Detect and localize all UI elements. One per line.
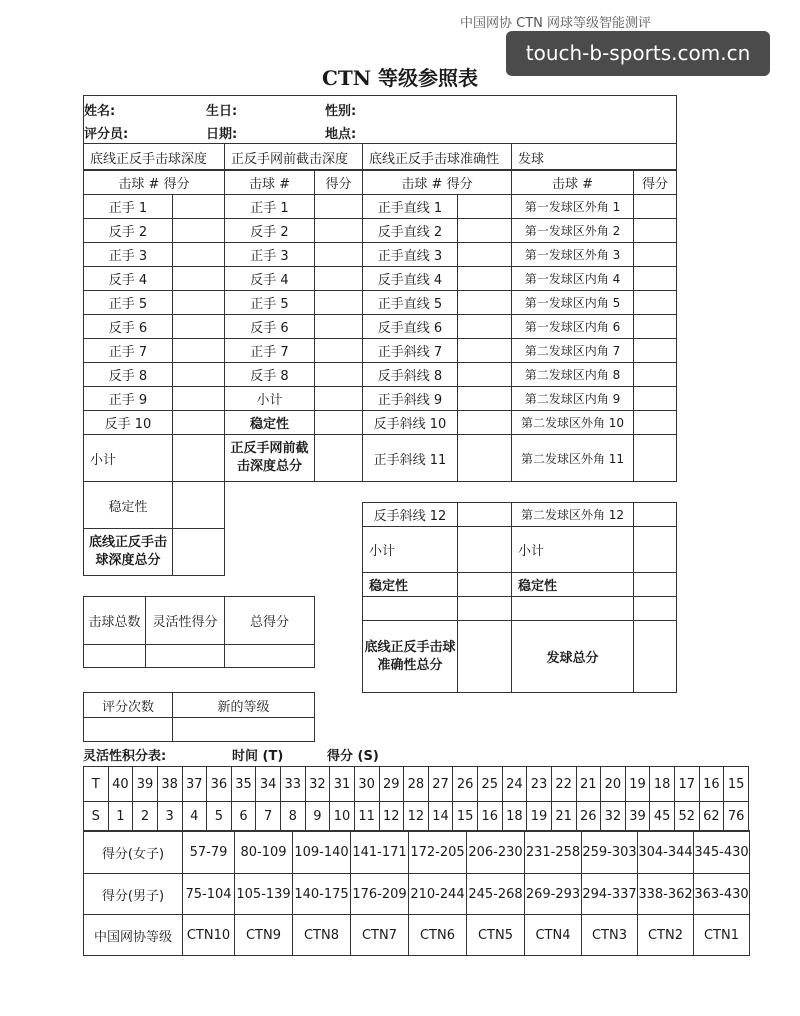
serve-row: 第一发球区内角 4 xyxy=(512,267,634,291)
score-cell[interactable] xyxy=(315,435,363,482)
location-label: 地点: xyxy=(325,127,357,142)
accuracy-serve-summary-table xyxy=(362,502,677,693)
agility-s-cell: 18 xyxy=(502,802,527,832)
score-cell[interactable] xyxy=(458,435,512,482)
section-header-table xyxy=(83,143,677,171)
rating-table xyxy=(83,692,315,742)
agility-t-cell: 40 xyxy=(108,767,133,802)
agility-score-row xyxy=(84,802,749,832)
depth-subtotal-label: 小计 xyxy=(84,435,173,482)
male-score-cell: 75-104 xyxy=(183,874,235,915)
agility-s-cell: 7 xyxy=(256,802,281,832)
accuracy-row: 正手斜线 11 xyxy=(363,435,458,482)
watermark: touch-b-sports.com.cn xyxy=(506,31,770,76)
score-cell[interactable] xyxy=(173,435,225,482)
score-cell[interactable] xyxy=(173,482,225,529)
score-cell[interactable] xyxy=(315,267,363,291)
score-cell[interactable] xyxy=(458,621,512,693)
new-level-value[interactable] xyxy=(173,718,315,742)
accuracy-row: 正手直线 3 xyxy=(363,243,458,267)
page-title: CTN 等级参照表 xyxy=(321,66,479,90)
agility-s-cell: 5 xyxy=(207,802,232,832)
agility-table xyxy=(83,766,749,832)
accuracy-row: 反手直线 6 xyxy=(363,315,458,339)
ctn-level-row xyxy=(84,915,750,956)
score-cell[interactable] xyxy=(458,267,512,291)
accuracy-row: 反手斜线 10 xyxy=(363,411,458,435)
agility-t-cell: 33 xyxy=(281,767,306,802)
depth-row: 正手 1 xyxy=(84,195,173,219)
serve-row: 第二发球区内角 9 xyxy=(512,387,634,411)
agility-s-cell: 21 xyxy=(551,802,576,832)
accuracy-serve-table xyxy=(362,169,677,482)
volley-row: 反手 4 xyxy=(225,267,315,291)
agility-s-cell: 62 xyxy=(699,802,724,832)
male-score-cell: 140-175 xyxy=(293,874,351,915)
score-cell[interactable] xyxy=(634,339,677,363)
male-score-cell: 176-209 xyxy=(351,874,409,915)
depth-total-label: 底线正反手击球深度总分 xyxy=(84,529,173,576)
score-cell[interactable] xyxy=(458,573,512,597)
score-cell[interactable] xyxy=(315,219,363,243)
score-cell[interactable] xyxy=(634,267,677,291)
shot-total-value[interactable] xyxy=(84,645,146,668)
volley-table xyxy=(224,169,363,482)
male-score-label: 得分(男子) xyxy=(84,874,183,915)
empty-cell[interactable] xyxy=(458,597,512,621)
score-cell[interactable] xyxy=(173,219,225,243)
male-score-cell: 245-268 xyxy=(467,874,525,915)
depth-row: 反手 8 xyxy=(84,363,173,387)
volley-row: 正手 5 xyxy=(225,291,315,315)
score-cell[interactable] xyxy=(634,195,677,219)
section-serve: 发球 xyxy=(512,144,677,171)
agility-s-cell: 8 xyxy=(281,802,306,832)
ctn-level-label: 中国网协等级 xyxy=(84,915,183,956)
score-cell[interactable] xyxy=(173,363,225,387)
volley-stability-label: 稳定性 xyxy=(225,411,315,435)
level-table xyxy=(83,830,750,956)
agility-t-cell: 31 xyxy=(330,767,355,802)
volley-row: 正手 3 xyxy=(225,243,315,267)
serve-subtotal-label: 小计 xyxy=(512,527,634,573)
agility-t-cell: 35 xyxy=(231,767,256,802)
female-score-cell: 345-430 xyxy=(694,831,750,874)
ctn-level-cell: CTN4 xyxy=(525,915,582,956)
depth-row: 正手 7 xyxy=(84,339,173,363)
agility-s-cell: 14 xyxy=(428,802,453,832)
depth-row: 反手 4 xyxy=(84,267,173,291)
score-cell[interactable] xyxy=(634,219,677,243)
accuracy-row: 反手直线 2 xyxy=(363,219,458,243)
score-cell[interactable] xyxy=(634,621,677,693)
section-depth: 底线正反手击球深度 xyxy=(84,144,225,171)
accuracy-row: 正手斜线 7 xyxy=(363,339,458,363)
agility-t-cell: 32 xyxy=(305,767,330,802)
serve-row: 第二发球区外角 12 xyxy=(512,503,634,527)
volley-col-header-shot: 击球 # xyxy=(225,170,315,195)
score-cell[interactable] xyxy=(458,291,512,315)
agility-t-cell: 29 xyxy=(379,767,404,802)
depth-row: 正手 3 xyxy=(84,243,173,267)
agility-score-value[interactable] xyxy=(146,645,225,668)
score-cell[interactable] xyxy=(458,219,512,243)
score-cell[interactable] xyxy=(458,195,512,219)
agility-score-label-line: 得分 (S) xyxy=(327,749,379,764)
agility-s-cell: 2 xyxy=(133,802,158,832)
accuracy-stability-label: 稳定性 xyxy=(363,573,458,597)
score-cell[interactable] xyxy=(173,339,225,363)
ctn-level-cell: CTN6 xyxy=(409,915,467,956)
score-cell[interactable] xyxy=(173,529,225,576)
female-score-label: 得分(女子) xyxy=(84,831,183,874)
score-cell[interactable] xyxy=(458,363,512,387)
agility-t-cell: 34 xyxy=(256,767,281,802)
serve-row: 第一发球区外角 2 xyxy=(512,219,634,243)
agility-score-label: 灵活性得分 xyxy=(146,597,225,645)
female-score-cell: 304-344 xyxy=(638,831,694,874)
agility-s-cell: 6 xyxy=(231,802,256,832)
agility-s-cell: 52 xyxy=(675,802,700,832)
score-cell[interactable] xyxy=(634,527,677,573)
depth-row: 正手 9 xyxy=(84,387,173,411)
serve-row: 第一发球区内角 6 xyxy=(512,315,634,339)
female-score-cell: 206-230 xyxy=(467,831,525,874)
rater-label: 评分员: xyxy=(84,127,129,142)
agility-t-cell: 17 xyxy=(675,767,700,802)
depth-row: 反手 6 xyxy=(84,315,173,339)
score-cell[interactable] xyxy=(315,195,363,219)
agility-t-cell: 27 xyxy=(428,767,453,802)
male-score-cell: 105-139 xyxy=(235,874,293,915)
score-cell[interactable] xyxy=(315,339,363,363)
female-score-cell: 109-140 xyxy=(293,831,351,874)
accuracy-row: 正手直线 1 xyxy=(363,195,458,219)
score-cell[interactable] xyxy=(173,195,225,219)
female-score-row xyxy=(84,831,750,874)
score-cell[interactable] xyxy=(634,503,677,527)
accuracy-total-label: 底线正反手击球准确性总分 xyxy=(363,621,458,693)
totals-table xyxy=(83,596,315,668)
agility-t-cell: 36 xyxy=(207,767,232,802)
female-score-cell: 172-205 xyxy=(409,831,467,874)
serve-row: 第二发球区外角 11 xyxy=(512,435,634,482)
agility-t-cell: 20 xyxy=(601,767,626,802)
score-cell[interactable] xyxy=(458,411,512,435)
volley-row: 反手 2 xyxy=(225,219,315,243)
female-score-cell: 80-109 xyxy=(235,831,293,874)
score-cell[interactable] xyxy=(458,243,512,267)
accuracy-subtotal-label: 小计 xyxy=(363,527,458,573)
serve-row: 第二发球区内角 7 xyxy=(512,339,634,363)
female-score-cell: 57-79 xyxy=(183,831,235,874)
agility-t-cell: 39 xyxy=(133,767,158,802)
serve-row: 第二发球区外角 10 xyxy=(512,411,634,435)
section-volley: 正反手网前截击深度 xyxy=(225,144,363,171)
name-label: 姓名: xyxy=(84,104,116,119)
serve-row: 第一发球区外角 3 xyxy=(512,243,634,267)
agility-time-row xyxy=(84,767,749,802)
score-cell[interactable] xyxy=(173,315,225,339)
agility-s-cell: 3 xyxy=(157,802,182,832)
agility-label: 灵活性积分表: xyxy=(83,749,167,764)
ctn-level-cell: CTN3 xyxy=(582,915,638,956)
score-cell[interactable] xyxy=(634,291,677,315)
agility-s-cell: 11 xyxy=(354,802,379,832)
score-cell[interactable] xyxy=(173,291,225,315)
volley-col-header-score: 得分 xyxy=(315,170,363,195)
volley-total-label: 正反手网前截击深度总分 xyxy=(225,435,315,482)
accuracy-row: 反手斜线 8 xyxy=(363,363,458,387)
new-level-label: 新的等级 xyxy=(173,693,315,718)
agility-t-cell: 23 xyxy=(527,767,552,802)
empty-cell[interactable] xyxy=(634,597,677,621)
accuracy-row: 反手直线 4 xyxy=(363,267,458,291)
agility-t-header: T xyxy=(84,767,109,802)
score-cell[interactable] xyxy=(315,387,363,411)
section-accuracy: 底线正反手击球准确性 xyxy=(363,144,512,171)
volley-row: 正手 7 xyxy=(225,339,315,363)
score-cell[interactable] xyxy=(173,267,225,291)
accuracy-row: 正手斜线 9 xyxy=(363,387,458,411)
score-cell[interactable] xyxy=(634,387,677,411)
agility-t-cell: 28 xyxy=(404,767,429,802)
agility-s-cell: 32 xyxy=(601,802,626,832)
empty-cell[interactable] xyxy=(363,597,458,621)
agility-s-cell: 39 xyxy=(625,802,650,832)
male-score-row xyxy=(84,874,750,915)
score-cell[interactable] xyxy=(458,315,512,339)
score-cell[interactable] xyxy=(173,411,225,435)
serve-stability-label: 稳定性 xyxy=(512,573,634,597)
birthday-label: 生日: xyxy=(206,104,238,119)
male-score-cell: 338-362 xyxy=(638,874,694,915)
agility-s-cell: 12 xyxy=(379,802,404,832)
score-cell[interactable] xyxy=(634,411,677,435)
score-cell[interactable] xyxy=(315,411,363,435)
date-label: 日期: xyxy=(206,127,238,142)
agility-t-cell: 24 xyxy=(502,767,527,802)
serve-total-label: 发球总分 xyxy=(512,621,634,693)
accuracy-col-header: 击球 # 得分 xyxy=(363,170,512,195)
depth-col-header: 击球 # 得分 xyxy=(84,170,225,195)
ctn-level-cell: CTN2 xyxy=(638,915,694,956)
ctn-level-cell: CTN9 xyxy=(235,915,293,956)
score-cell[interactable] xyxy=(634,435,677,482)
rating-count-label: 评分次数 xyxy=(84,693,173,718)
gender-label: 性别: xyxy=(325,104,357,119)
accuracy-row: 反手斜线 12 xyxy=(363,503,458,527)
ctn-level-cell: CTN5 xyxy=(467,915,525,956)
depth-table xyxy=(83,169,225,576)
agility-t-cell: 38 xyxy=(157,767,182,802)
score-cell[interactable] xyxy=(458,387,512,411)
male-score-cell: 363-430 xyxy=(694,874,750,915)
agility-s-cell: 12 xyxy=(404,802,429,832)
female-score-cell: 231-258 xyxy=(525,831,582,874)
score-cell[interactable] xyxy=(458,503,512,527)
agility-s-cell: 10 xyxy=(330,802,355,832)
agility-t-cell: 19 xyxy=(625,767,650,802)
ctn-level-cell: CTN1 xyxy=(694,915,750,956)
volley-subtotal-label: 小计 xyxy=(225,387,315,411)
score-cell[interactable] xyxy=(458,527,512,573)
score-cell[interactable] xyxy=(634,315,677,339)
volley-row: 反手 8 xyxy=(225,363,315,387)
ctn-level-cell: CTN10 xyxy=(183,915,235,956)
agility-t-cell: 15 xyxy=(724,767,749,802)
shot-total-label: 击球总数 xyxy=(84,597,146,645)
score-cell[interactable] xyxy=(315,291,363,315)
female-score-cell: 259-303 xyxy=(582,831,638,874)
ctn-level-cell: CTN7 xyxy=(351,915,409,956)
agility-s-cell: 19 xyxy=(527,802,552,832)
depth-row: 反手 2 xyxy=(84,219,173,243)
agility-t-cell: 30 xyxy=(354,767,379,802)
male-score-cell: 294-337 xyxy=(582,874,638,915)
agility-s-cell: 15 xyxy=(453,802,478,832)
female-score-cell: 141-171 xyxy=(351,831,409,874)
agility-t-cell: 26 xyxy=(453,767,478,802)
score-cell[interactable] xyxy=(458,339,512,363)
serve-col-header-score: 得分 xyxy=(634,170,677,195)
score-cell[interactable] xyxy=(634,363,677,387)
agility-s-cell: 26 xyxy=(576,802,601,832)
score-cell[interactable] xyxy=(173,387,225,411)
agility-t-cell: 25 xyxy=(478,767,503,802)
agility-t-cell: 16 xyxy=(699,767,724,802)
agility-s-cell: 4 xyxy=(182,802,207,832)
score-cell[interactable] xyxy=(634,573,677,597)
accuracy-row: 正手直线 5 xyxy=(363,291,458,315)
agility-s-cell: 45 xyxy=(650,802,675,832)
agility-s-cell: 76 xyxy=(724,802,749,832)
agility-time-label: 时间 (T) xyxy=(232,749,284,764)
rating-count-value[interactable] xyxy=(84,718,173,742)
agility-s-cell: 1 xyxy=(108,802,133,832)
depth-row: 正手 5 xyxy=(84,291,173,315)
score-cell[interactable] xyxy=(315,315,363,339)
page-caption: 中国网协 CTN 网球等级智能测评 xyxy=(460,16,652,31)
score-cell[interactable] xyxy=(315,243,363,267)
agility-t-cell: 18 xyxy=(650,767,675,802)
score-cell[interactable] xyxy=(315,363,363,387)
agility-s-cell: 16 xyxy=(478,802,503,832)
volley-row: 正手 1 xyxy=(225,195,315,219)
volley-row: 反手 6 xyxy=(225,315,315,339)
agility-s-header: S xyxy=(84,802,109,832)
male-score-cell: 210-244 xyxy=(409,874,467,915)
empty-cell[interactable] xyxy=(512,597,634,621)
male-score-cell: 269-293 xyxy=(525,874,582,915)
grand-total-value[interactable] xyxy=(225,645,315,668)
score-cell[interactable] xyxy=(634,243,677,267)
agility-s-cell: 9 xyxy=(305,802,330,832)
info-table xyxy=(83,95,677,144)
score-cell[interactable] xyxy=(173,243,225,267)
agility-t-cell: 22 xyxy=(551,767,576,802)
agility-t-cell: 21 xyxy=(576,767,601,802)
grand-total-label: 总得分 xyxy=(225,597,315,645)
serve-col-header-shot: 击球 # xyxy=(512,170,634,195)
agility-t-cell: 37 xyxy=(182,767,207,802)
depth-stability-label: 稳定性 xyxy=(84,482,173,529)
depth-row: 反手 10 xyxy=(84,411,173,435)
serve-row: 第一发球区内角 5 xyxy=(512,291,634,315)
serve-row: 第一发球区外角 1 xyxy=(512,195,634,219)
serve-row: 第二发球区内角 8 xyxy=(512,363,634,387)
ctn-level-cell: CTN8 xyxy=(293,915,351,956)
